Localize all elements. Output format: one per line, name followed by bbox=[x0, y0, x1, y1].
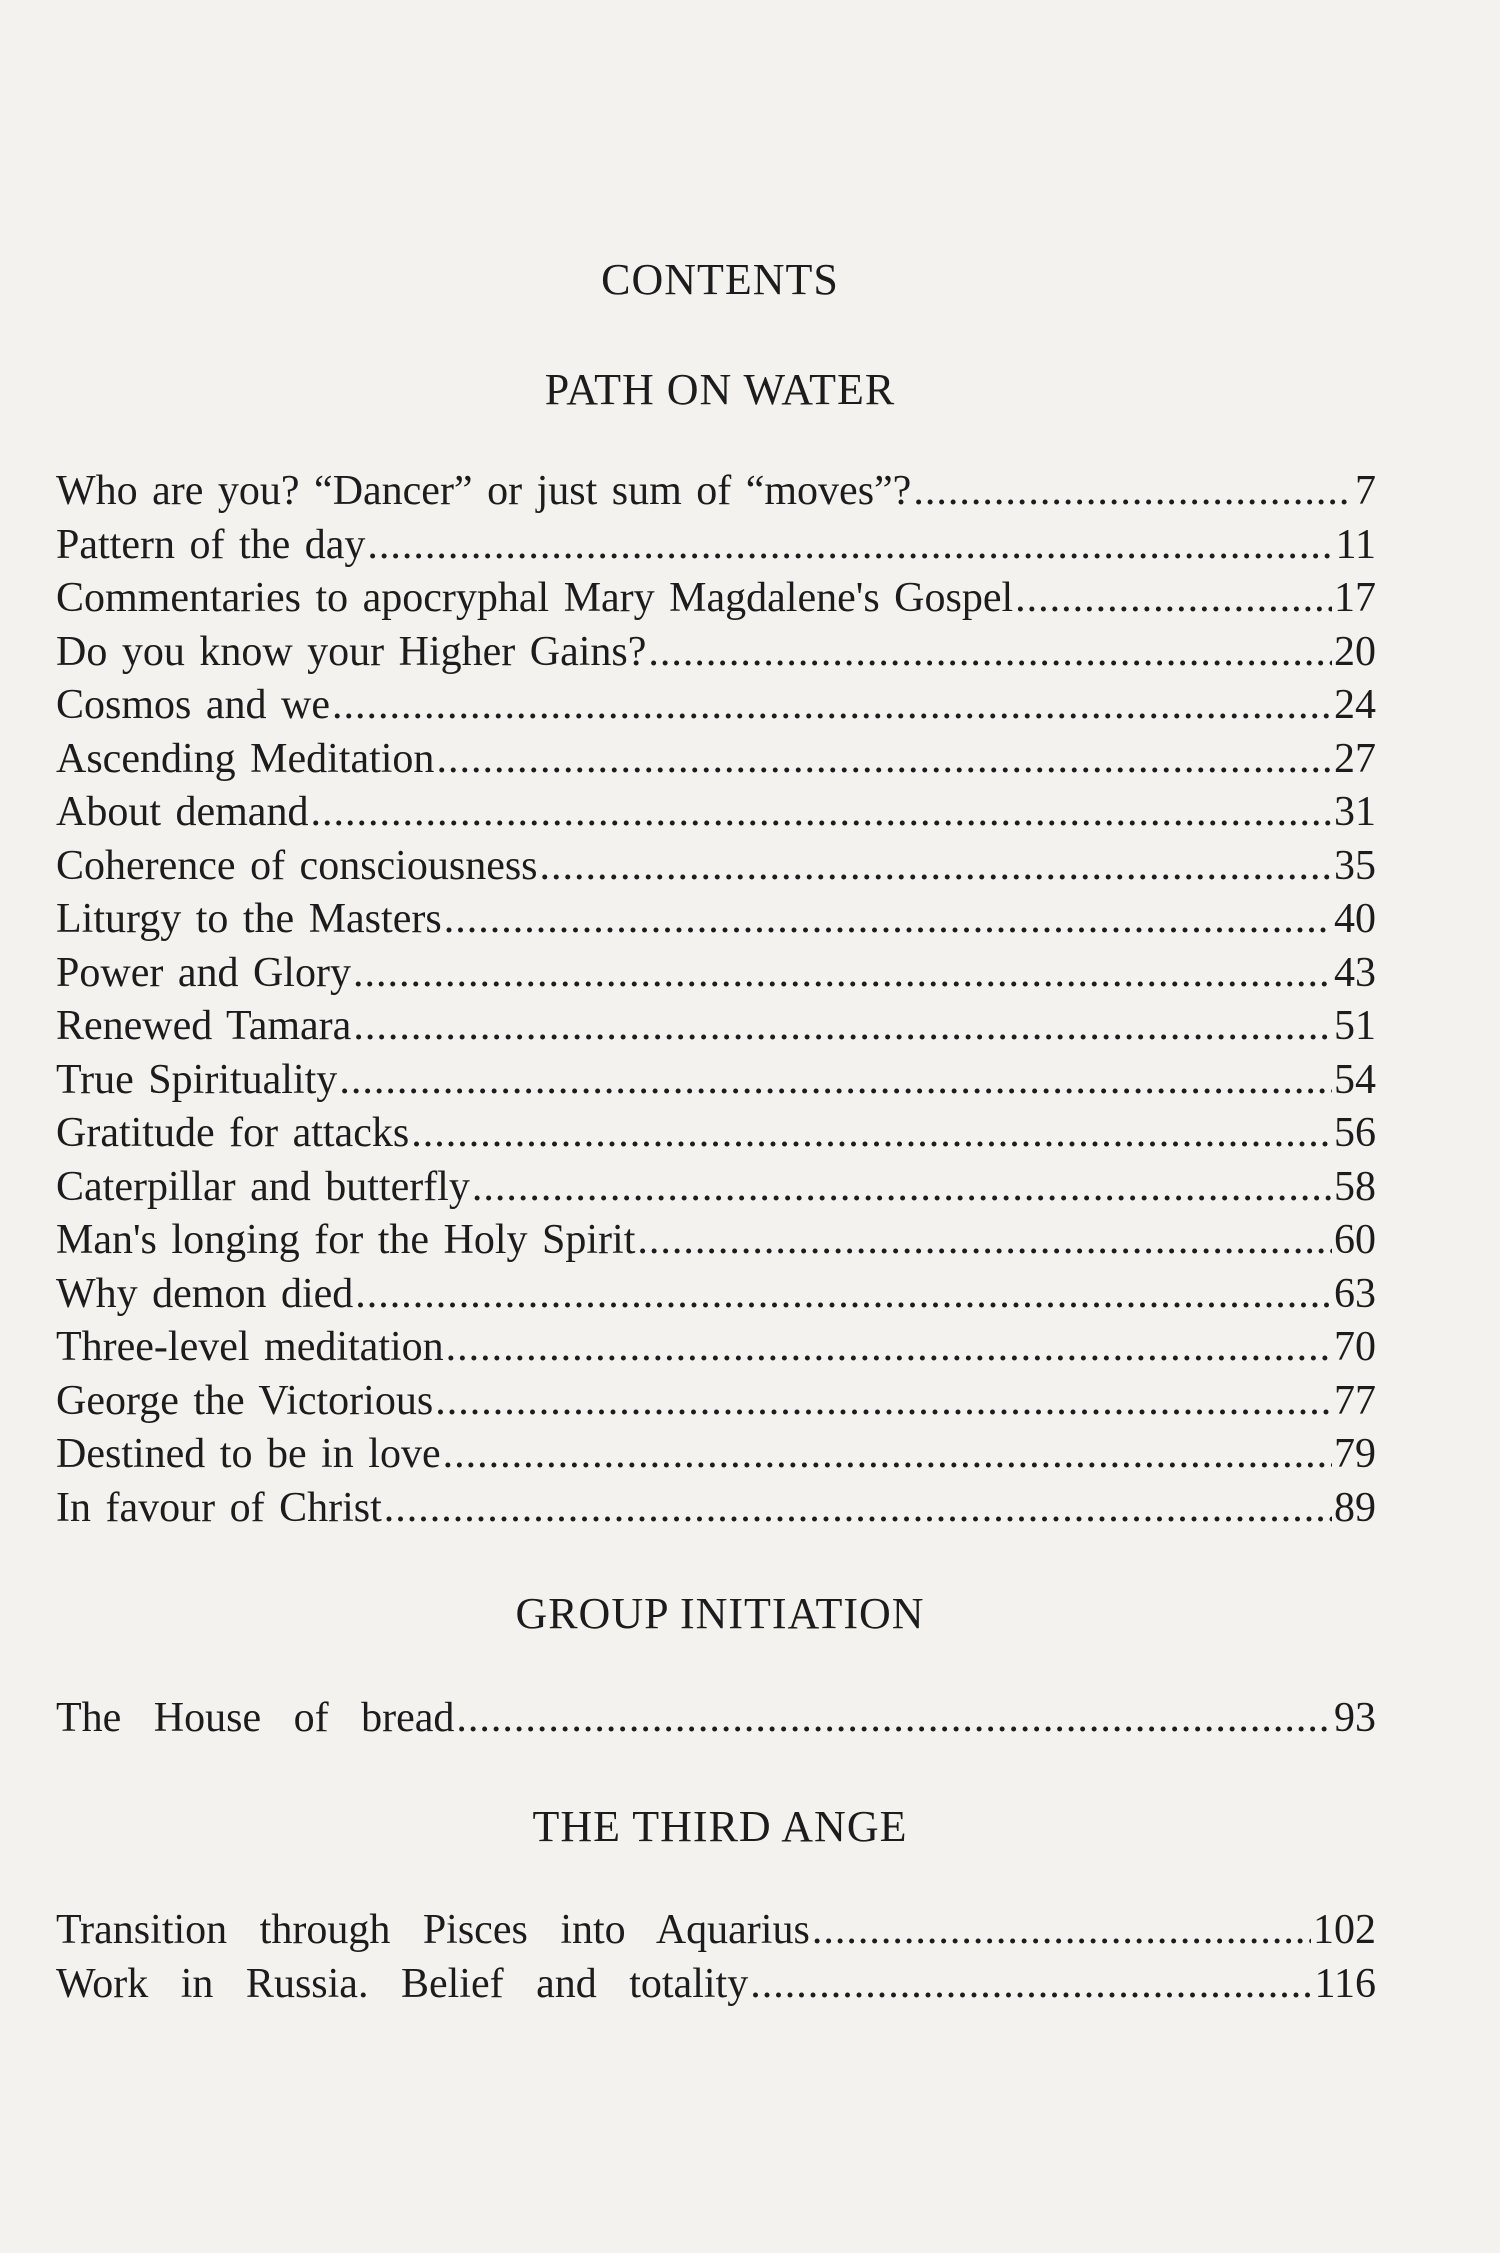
section-heading-the-third-ange: THE THIRD ANGE bbox=[532, 1802, 908, 1851]
toc-entry-page: 24 bbox=[1334, 682, 1376, 728]
toc-entry-page: 56 bbox=[1334, 1110, 1376, 1156]
contents-heading: CONTENTS bbox=[601, 255, 839, 304]
toc-entry-page: 63 bbox=[1334, 1270, 1376, 1317]
toc-entry[interactable] bbox=[56, 626, 1376, 680]
section-heading-path-on-water: PATH ON WATER bbox=[544, 365, 896, 414]
toc-entry[interactable] bbox=[56, 786, 1376, 840]
toc-list-the-third-ange bbox=[56, 1904, 1376, 2011]
toc-entry-page: 93 bbox=[1334, 1695, 1376, 1741]
toc-entry[interactable] bbox=[56, 947, 1376, 1001]
dot-leader bbox=[435, 1375, 1332, 1429]
toc-entry[interactable] bbox=[56, 1321, 1376, 1375]
toc-entry-page: 27 bbox=[1334, 735, 1376, 782]
toc-list-path-on-water bbox=[56, 465, 1376, 1535]
dot-leader bbox=[648, 626, 1332, 680]
toc-entry-title: Three-level meditation bbox=[56, 1324, 444, 1370]
toc-entry-page: 60 bbox=[1334, 1217, 1376, 1263]
toc-entry[interactable] bbox=[56, 1428, 1376, 1482]
toc-entry-title: About demand bbox=[56, 789, 309, 835]
toc-entry-title: Cosmos and we bbox=[56, 682, 330, 728]
dot-leader bbox=[310, 786, 1332, 840]
toc-entry-title: Coherence of consciousness bbox=[56, 842, 538, 889]
toc-entry[interactable] bbox=[56, 572, 1376, 626]
toc-entry-page: 77 bbox=[1334, 1377, 1376, 1424]
toc-entry-title: Transition through Pisces into Aquarius bbox=[56, 1907, 810, 1953]
dot-leader bbox=[367, 519, 1333, 573]
toc-entry-page: 31 bbox=[1334, 789, 1376, 835]
toc-entry[interactable] bbox=[56, 679, 1376, 733]
toc-entry-page: 43 bbox=[1334, 949, 1376, 996]
dot-leader bbox=[446, 1321, 1332, 1375]
toc-entry-title: The House of bread bbox=[56, 1695, 455, 1741]
toc-entry-page: 40 bbox=[1334, 896, 1376, 942]
toc-entry-page: 79 bbox=[1334, 1431, 1376, 1477]
dot-leader bbox=[332, 679, 1332, 733]
toc-list-group-initiation bbox=[56, 1692, 1376, 1746]
toc-entry-title: Work in Russia. Belief and totality bbox=[56, 1960, 749, 2007]
section-heading-group-initiation: GROUP INITIATION bbox=[515, 1589, 925, 1638]
toc-entry-title: Liturgy to the Masters bbox=[56, 896, 442, 942]
toc-entry-title: Pattern of the day bbox=[56, 521, 366, 568]
dot-leader bbox=[540, 840, 1332, 894]
toc-entry-page: 116 bbox=[1314, 1960, 1376, 2007]
toc-entry-title: Commentaries to apocryphal Mary Magdalene's Gospel bbox=[56, 575, 1014, 621]
toc-entry[interactable] bbox=[56, 893, 1376, 947]
toc-entry-page: 20 bbox=[1334, 628, 1376, 675]
toc-entry-page: 17 bbox=[1334, 575, 1376, 621]
dot-leader bbox=[384, 1482, 1332, 1536]
dot-leader bbox=[339, 1054, 1332, 1108]
toc-entry[interactable] bbox=[56, 519, 1376, 573]
toc-entry-title: Power and Glory bbox=[56, 949, 351, 996]
toc-entry-page: 102 bbox=[1313, 1907, 1376, 1953]
toc-entry-title: Caterpillar and butterfly bbox=[56, 1163, 470, 1210]
dot-leader bbox=[1015, 572, 1332, 626]
dot-leader bbox=[355, 1268, 1332, 1322]
toc-entry[interactable] bbox=[56, 1482, 1376, 1536]
toc-entry[interactable] bbox=[56, 1375, 1376, 1429]
toc-entry-page: 89 bbox=[1334, 1484, 1376, 1531]
toc-entry[interactable] bbox=[56, 465, 1376, 519]
toc-entry[interactable] bbox=[56, 1958, 1376, 2012]
dot-leader bbox=[443, 1428, 1332, 1482]
toc-entry[interactable] bbox=[56, 733, 1376, 787]
dot-leader bbox=[436, 733, 1332, 787]
dot-leader bbox=[353, 947, 1332, 1001]
dot-leader bbox=[812, 1904, 1311, 1958]
toc-entry-page: 51 bbox=[1334, 1003, 1376, 1049]
toc-entry-title: George the Victorious bbox=[56, 1377, 434, 1424]
toc-entry-page: 35 bbox=[1334, 842, 1376, 889]
toc-entry-title: Man's longing for the Holy Spirit bbox=[56, 1217, 636, 1263]
toc-entry[interactable] bbox=[56, 1161, 1376, 1215]
toc-entry[interactable] bbox=[56, 1107, 1376, 1161]
toc-entry-page: 11 bbox=[1335, 521, 1376, 568]
dot-leader bbox=[637, 1214, 1332, 1268]
dot-leader bbox=[444, 893, 1332, 947]
toc-entry-title: Destined to be in love bbox=[56, 1431, 441, 1477]
toc-entry[interactable] bbox=[56, 1268, 1376, 1322]
toc-entry[interactable] bbox=[56, 1692, 1376, 1746]
toc-entry-title: Why demon died bbox=[56, 1270, 354, 1317]
toc-entry-title: Do you know your Higher Gains? bbox=[56, 628, 647, 675]
toc-entry[interactable] bbox=[56, 1904, 1376, 1958]
dot-leader bbox=[750, 1958, 1312, 2012]
toc-entry[interactable] bbox=[56, 1054, 1376, 1108]
toc-entry-title: Gratitude for attacks bbox=[56, 1110, 410, 1156]
toc-entry-title: Ascending Meditation bbox=[56, 735, 435, 782]
dot-leader bbox=[913, 465, 1353, 519]
toc-entry[interactable] bbox=[56, 1214, 1376, 1268]
dot-leader bbox=[456, 1692, 1332, 1746]
dot-leader bbox=[472, 1161, 1332, 1215]
toc-entry-title: Who are you? “Dancer” or just sum of “moves”? bbox=[56, 468, 912, 514]
toc-entry-title: In favour of Christ bbox=[56, 1484, 382, 1531]
toc-entry[interactable] bbox=[56, 840, 1376, 894]
dot-leader bbox=[411, 1107, 1332, 1161]
toc-entry-page: 54 bbox=[1334, 1056, 1376, 1103]
toc-entry-title: Renewed Tamara bbox=[56, 1003, 352, 1049]
toc-entry[interactable] bbox=[56, 1000, 1376, 1054]
toc-entry-page: 7 bbox=[1355, 468, 1376, 514]
toc-entry-page: 70 bbox=[1334, 1324, 1376, 1370]
toc-entry-title: True Spirituality bbox=[56, 1056, 338, 1103]
dot-leader bbox=[353, 1000, 1332, 1054]
toc-entry-page: 58 bbox=[1334, 1163, 1376, 1210]
